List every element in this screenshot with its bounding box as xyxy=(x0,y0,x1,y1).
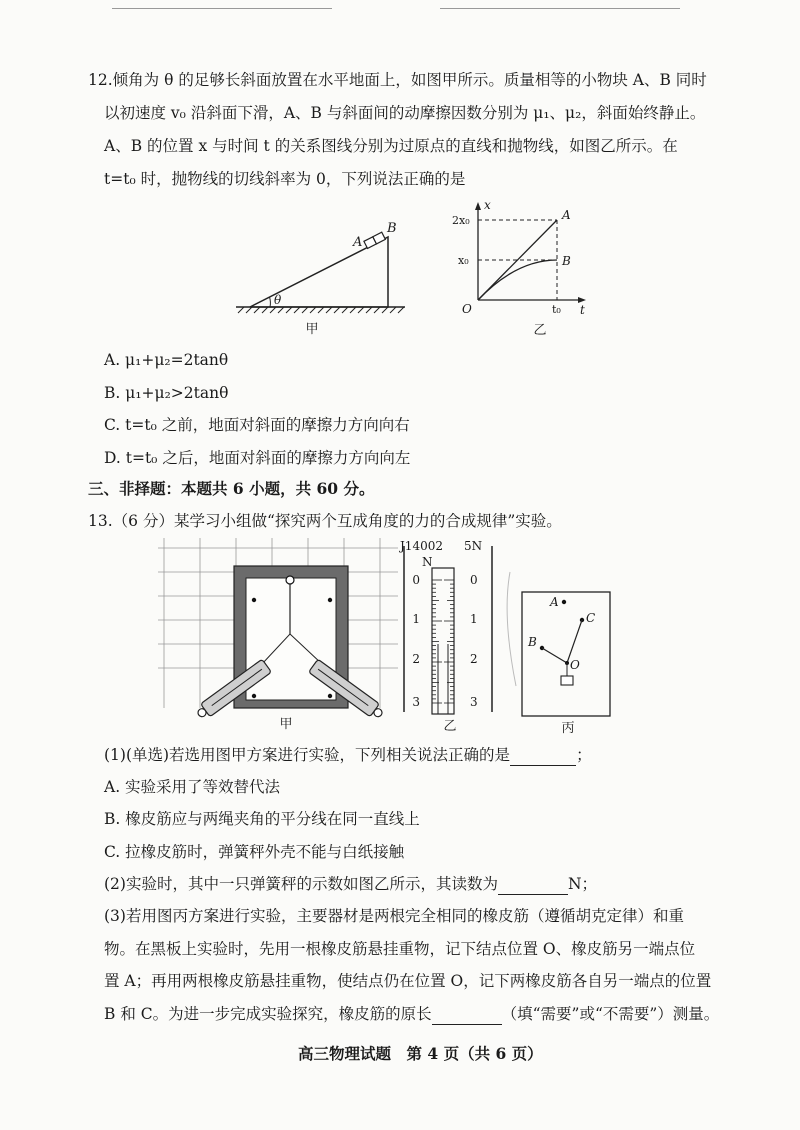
left-tick-label: 0 xyxy=(412,573,420,587)
q13-part-3-text: B 和 C。为进一步完成实验探究，橡皮筋的原长 xyxy=(104,1005,432,1023)
pin xyxy=(328,598,332,602)
angle-label: θ xyxy=(274,293,282,307)
q12-line-2: 以初速度 v₀ 沿斜面下滑，A、B 与斜面间的动摩擦因数分别为 μ₁、μ₂，斜面始终静止。 xyxy=(104,104,706,122)
q13-part-2-text: (2)实验时，其中一只弹簧秤的示数如图乙所示，其读数为 xyxy=(104,875,498,893)
band-to-b xyxy=(542,648,567,663)
blocks xyxy=(364,232,385,248)
knot-o-label: O xyxy=(570,658,580,672)
pin xyxy=(328,694,332,698)
anchor-ring xyxy=(286,576,294,584)
parabola-b xyxy=(478,260,557,300)
q12-line-1: 12.倾角为 θ 的足够长斜面放置在水平地面上，如图甲所示。质量相等的小物块 A、B 同时 xyxy=(88,71,707,89)
q13-stem: 13.（6 分）某学习小组做“探究两个互成角度的力的合成规律”实验。 xyxy=(88,512,562,530)
q13-part-1 xyxy=(104,744,592,766)
pin xyxy=(252,694,256,698)
answer-blank-2[interactable] xyxy=(498,878,568,895)
angle-arc xyxy=(270,297,271,307)
q12-figure-xt-graph xyxy=(446,196,596,346)
q13-figure-rubber-bands xyxy=(500,566,630,736)
q13-option-a: A. 实验采用了等效替代法 xyxy=(104,778,281,796)
answer-blank-3[interactable] xyxy=(432,1008,502,1025)
point-c-label: C xyxy=(586,611,596,625)
q13-option-b: B. 橡皮筋应与两绳夹角的平分线在同一直线上 xyxy=(104,810,420,828)
q12-line-4: t=t₀ 时，抛物线的切线斜率为 0，下列说法正确的是 xyxy=(104,170,466,188)
tick-x0: x₀ xyxy=(458,254,469,267)
tick-2x0: 2x₀ xyxy=(452,214,470,227)
q13-part-3-line-1: (3)若用图丙方案进行实验，主要器材是两根完全相同的橡皮筋（遵循胡克定律）和重 xyxy=(104,907,684,925)
right-tick-label: 0 xyxy=(470,573,478,587)
q12-option-d: D. t=t₀ 之后，地面对斜面的摩擦力方向向左 xyxy=(104,449,411,467)
left-tick-label: 2 xyxy=(412,652,420,666)
q12-figure-incline xyxy=(230,215,410,345)
q13-part-3-end: （填“需要”或“不需要”）测量。 xyxy=(501,1005,720,1023)
q12-option-b: B. μ₁+μ₂>2tanθ xyxy=(104,384,229,402)
q12-line-3: A、B 的位置 x 与时间 t 的关系图线分别为过原点的直线和抛物线，如图乙所示。在 xyxy=(104,137,678,155)
q13-part-3-line-4 xyxy=(104,1003,719,1025)
hanging-weight xyxy=(561,676,573,685)
q13-part-1-text: (1)(单选)若选用图甲方案进行实验，下列相关说法正确的是 xyxy=(104,746,511,764)
q13-part-3-line-2: 物。在黑板上实验时，先用一根橡皮筋悬挂重物，记下结点位置 O、橡皮筋另一端点位 xyxy=(104,940,696,958)
scale-range: 5N xyxy=(464,539,483,553)
tick-t0: t₀ xyxy=(552,303,561,316)
q13-part-2-end: N； xyxy=(567,875,598,893)
scale-unit: N xyxy=(422,555,433,569)
t-axis-label: t xyxy=(580,303,585,317)
block-a-label: A xyxy=(353,235,363,250)
q13-part-3-line-3: 置 A；再用两根橡皮筋悬挂重物，使结点仍在位置 O，记下两橡皮筋各自另一端点的位置 xyxy=(104,972,712,990)
ticks-right xyxy=(444,580,454,703)
scale-tube xyxy=(432,568,454,714)
ground-hatch xyxy=(238,307,404,313)
block-b-label: B xyxy=(387,221,397,236)
right-tick-label: 3 xyxy=(470,695,478,709)
point-a-label: A xyxy=(550,595,559,609)
left-tick-label: 1 xyxy=(412,612,420,626)
page-footer: 高三物理试题 第 4 页（共 6 页） xyxy=(298,1044,543,1063)
point-b-label: B xyxy=(528,635,537,649)
q13-option-c: C. 拉橡皮筋时，弹簧秤外壳不能与白纸接触 xyxy=(104,843,405,861)
curve-a-label: A xyxy=(562,208,571,222)
figure-jia-caption: 甲 xyxy=(305,322,319,337)
left-tick-label: 3 xyxy=(412,695,420,709)
q12-option-c: C. t=t₀ 之前，地面对斜面的摩擦力方向向右 xyxy=(104,416,410,434)
scale-model: J14002 xyxy=(400,539,443,553)
point-a xyxy=(562,600,566,604)
right-tick-label: 1 xyxy=(470,612,478,626)
smudge xyxy=(507,572,516,686)
q13-part-2 xyxy=(104,873,597,895)
answer-blank-1[interactable] xyxy=(510,749,576,766)
figure-yi-caption: 乙 xyxy=(533,323,547,338)
origin-label: O xyxy=(462,302,472,316)
q13-figure-board xyxy=(158,538,398,734)
x-axis-arrow xyxy=(475,202,481,210)
right-tick-label: 2 xyxy=(470,652,478,666)
section-3-heading: 三、非择题：本题共 6 小题，共 60 分。 xyxy=(88,479,375,498)
ticks-left xyxy=(432,580,442,703)
top-rule-left xyxy=(112,8,332,9)
top-rule-right xyxy=(440,8,680,9)
q13-figure-scale xyxy=(396,536,508,736)
q13-part-1-end: ； xyxy=(576,746,592,764)
x-axis-label: x xyxy=(484,198,491,212)
figure-jia-caption: 甲 xyxy=(279,717,293,732)
figure-bing-caption: 丙 xyxy=(561,721,575,736)
q12-option-a: A. μ₁+μ₂=2tanθ xyxy=(104,351,229,369)
pin xyxy=(252,598,256,602)
board-outline xyxy=(522,592,610,716)
figure-yi-caption: 乙 xyxy=(443,719,457,734)
band-to-c xyxy=(567,620,582,663)
curve-b-label: B xyxy=(562,254,571,268)
